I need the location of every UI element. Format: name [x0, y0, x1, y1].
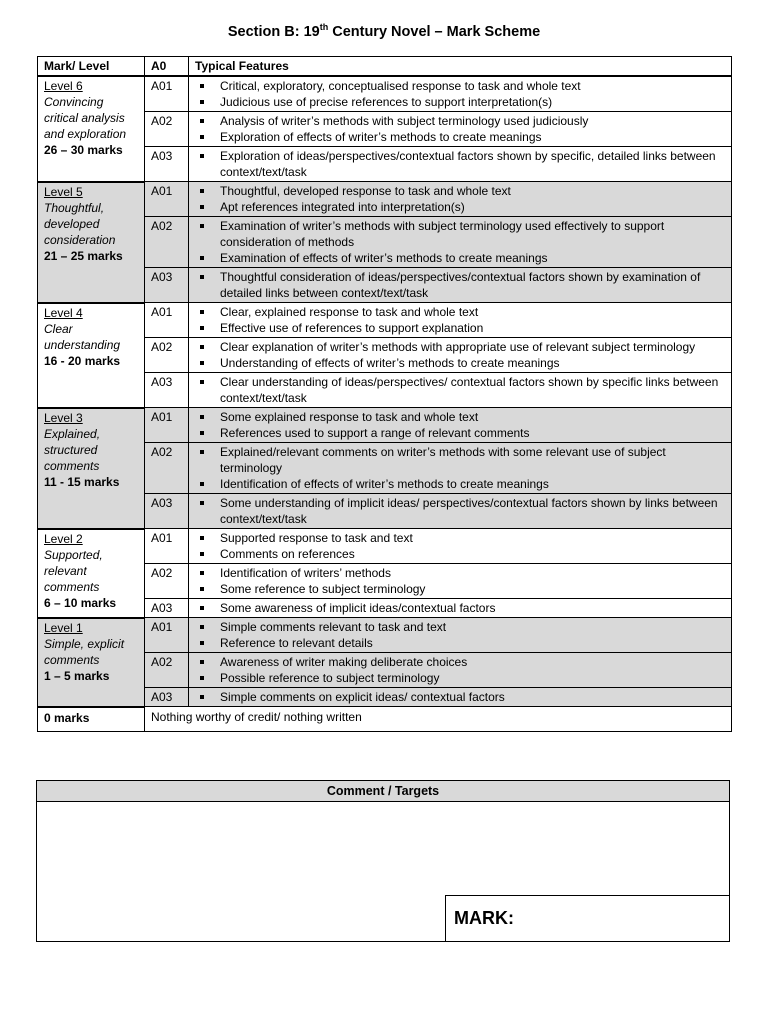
header-mark-level: Mark/ Level: [38, 57, 145, 77]
feature-item: Identification of writers’ methods: [195, 565, 727, 581]
features-list: [195, 113, 727, 145]
feature-item: Clear explanation of writer’s methods with appropriate use of relevant subject terminology: [195, 339, 727, 355]
features-list: [195, 495, 727, 527]
features-list: [195, 304, 727, 336]
ao-cell: A03: [145, 599, 189, 618]
feature-item: Comments on references: [195, 546, 727, 562]
level-cell: [38, 529, 145, 618]
features-list: [195, 619, 727, 651]
level-marks: 6 – 10 marks: [44, 595, 117, 610]
features-list: [195, 444, 727, 492]
feature-item: Clear, explained response to task and whole text: [195, 304, 727, 320]
ao-cell: A01: [145, 76, 189, 112]
comment-targets-heading: Comment / Targets: [37, 781, 729, 802]
feature-item: Simple comments on explicit ideas/ contextual factors: [195, 689, 727, 705]
features-cell: [189, 268, 732, 303]
level-marks: 26 – 30 marks: [44, 143, 123, 157]
feature-item: Some understanding of implicit ideas/ perspectives/contextual factors shown by links between context/text/task: [195, 495, 727, 527]
features-cell: [189, 338, 732, 373]
features-cell: [189, 408, 732, 443]
features-cell: [189, 599, 732, 618]
features-list: [195, 565, 727, 597]
comment-targets-box[interactable]: [36, 780, 730, 942]
features-list: [195, 600, 727, 616]
features-cell: [189, 653, 732, 688]
level-descriptor: Clear understanding: [44, 321, 121, 352]
features-cell: [189, 182, 732, 217]
table-row: [38, 303, 732, 338]
feature-item: Explained/relevant comments on writer’s methods with some relevant use of subject terminology: [195, 444, 727, 476]
features-cell: [189, 494, 732, 529]
table-row: [38, 76, 732, 112]
features-cell: [189, 76, 732, 112]
feature-item: Exploration of ideas/perspectives/contextual factors shown by specific, detailed links between context/text/task: [195, 148, 727, 180]
page-title: Section B: 19th Century Novel – Mark Scheme: [227, 22, 541, 40]
mark-box[interactable]: [445, 895, 730, 942]
level-marks: 11 - 15 marks: [44, 474, 120, 489]
feature-item: References used to support a range of relevant comments: [195, 425, 727, 441]
features-list: [195, 183, 727, 215]
feature-item: Examination of effects of writer’s methods to create meanings: [195, 250, 727, 266]
ao-cell: A01: [145, 182, 189, 217]
level-descriptor: Thoughtful, developed consideration: [44, 200, 116, 247]
level-name: Level 6: [44, 79, 83, 93]
feature-item: Judicious use of precise references to support interpretation(s): [195, 94, 727, 110]
feature-item: Clear understanding of ideas/perspectives/ contextual factors shown by specific links between context/text/task: [195, 374, 727, 406]
ao-cell: A02: [145, 338, 189, 373]
features-cell: [189, 564, 732, 599]
ao-cell: A03: [145, 494, 189, 529]
features-cell: [189, 217, 732, 268]
ao-cell: A02: [145, 653, 189, 688]
feature-item: Simple comments relevant to task and text: [195, 619, 727, 635]
table-header-row: [38, 57, 732, 77]
features-cell: [189, 688, 732, 707]
level-descriptor: Supported, relevant comments: [44, 547, 103, 594]
features-list: [195, 409, 727, 441]
table-row: [38, 408, 732, 443]
features-list: [195, 269, 727, 301]
level-name: Level 2: [44, 531, 83, 546]
feature-item: Critical, exploratory, conceptualised response to task and whole text: [195, 78, 727, 94]
features-cell: [189, 303, 732, 338]
feature-item: Examination of writer’s methods with subject terminology used effectively to support consideration of methods: [195, 218, 727, 250]
header-typical-features: Typical Features: [189, 57, 732, 77]
ao-cell: A01: [145, 618, 189, 653]
feature-item: Thoughtful, developed response to task and whole text: [195, 183, 727, 199]
mark-scheme-table: [37, 56, 732, 732]
feature-item: Identification of effects of writer’s methods to create meanings: [195, 476, 727, 492]
feature-item: Understanding of effects of writer’s methods to create meanings: [195, 355, 727, 371]
feature-item: Awareness of writer making deliberate choices: [195, 654, 727, 670]
level-descriptor: Convincing critical analysis and exploration: [44, 95, 127, 141]
ao-cell: A02: [145, 443, 189, 494]
feature-item: Possible reference to subject terminology: [195, 670, 727, 686]
features-cell: [189, 443, 732, 494]
feature-item: Analysis of writer’s methods with subject terminology used judiciously: [195, 113, 727, 129]
table-row: [38, 529, 732, 564]
feature-item: Reference to relevant details: [195, 635, 727, 651]
zero-marks-row: [38, 707, 732, 732]
mark-label: MARK:: [454, 908, 514, 928]
feature-item: Some reference to subject terminology: [195, 581, 727, 597]
level-marks: 1 – 5 marks: [44, 668, 110, 683]
ao-cell: A03: [145, 373, 189, 408]
features-cell: [189, 373, 732, 408]
feature-item: Supported response to task and text: [195, 530, 727, 546]
level-name: Level 5: [44, 184, 83, 199]
features-list: [195, 148, 727, 180]
ao-cell: A01: [145, 408, 189, 443]
features-list: [195, 654, 727, 686]
features-list: [195, 218, 727, 266]
features-list: [195, 689, 727, 705]
level-name: Level 4: [44, 305, 83, 320]
level-name: Level 1: [44, 620, 83, 635]
ao-cell: A01: [145, 303, 189, 338]
ao-cell: A03: [145, 147, 189, 182]
features-cell: [189, 618, 732, 653]
feature-item: Exploration of effects of writer’s methods to create meanings: [195, 129, 727, 145]
zero-marks-label: 0 marks: [38, 707, 145, 732]
level-cell: [38, 408, 145, 529]
feature-item: Some explained response to task and whole text: [195, 409, 727, 425]
feature-item: Apt references integrated into interpretation(s): [195, 199, 727, 215]
features-list: [195, 374, 727, 406]
level-name: Level 3: [44, 410, 83, 425]
feature-item: Some awareness of implicit ideas/contextual factors: [195, 600, 727, 616]
features-list: [195, 530, 727, 562]
feature-item: Effective use of references to support explanation: [195, 320, 727, 336]
features-cell: [189, 529, 732, 564]
table-row: [38, 182, 732, 217]
ao-cell: A02: [145, 564, 189, 599]
ao-cell: A03: [145, 688, 189, 707]
zero-marks-text: Nothing worthy of credit/ nothing written: [145, 707, 732, 732]
level-cell: [38, 76, 145, 182]
level-descriptor: Simple, explicit comments: [44, 636, 125, 667]
ao-cell: A02: [145, 112, 189, 147]
feature-item: Thoughtful consideration of ideas/perspectives/contextual factors shown by examination of detailed links between context/text/task: [195, 269, 727, 301]
level-descriptor: Explained, structured comments: [44, 426, 101, 473]
features-cell: [189, 147, 732, 182]
ao-cell: A03: [145, 268, 189, 303]
level-marks: 21 – 25 marks: [44, 248, 123, 263]
features-list: [195, 78, 727, 110]
features-cell: [189, 112, 732, 147]
table-row: [38, 618, 732, 653]
level-cell: [38, 182, 145, 303]
ao-cell: A02: [145, 217, 189, 268]
ao-cell: A01: [145, 529, 189, 564]
level-cell: [38, 303, 145, 408]
features-list: [195, 339, 727, 371]
level-cell: [38, 618, 145, 707]
level-marks: 16 - 20 marks: [44, 353, 121, 368]
header-ao: A0: [145, 57, 189, 77]
